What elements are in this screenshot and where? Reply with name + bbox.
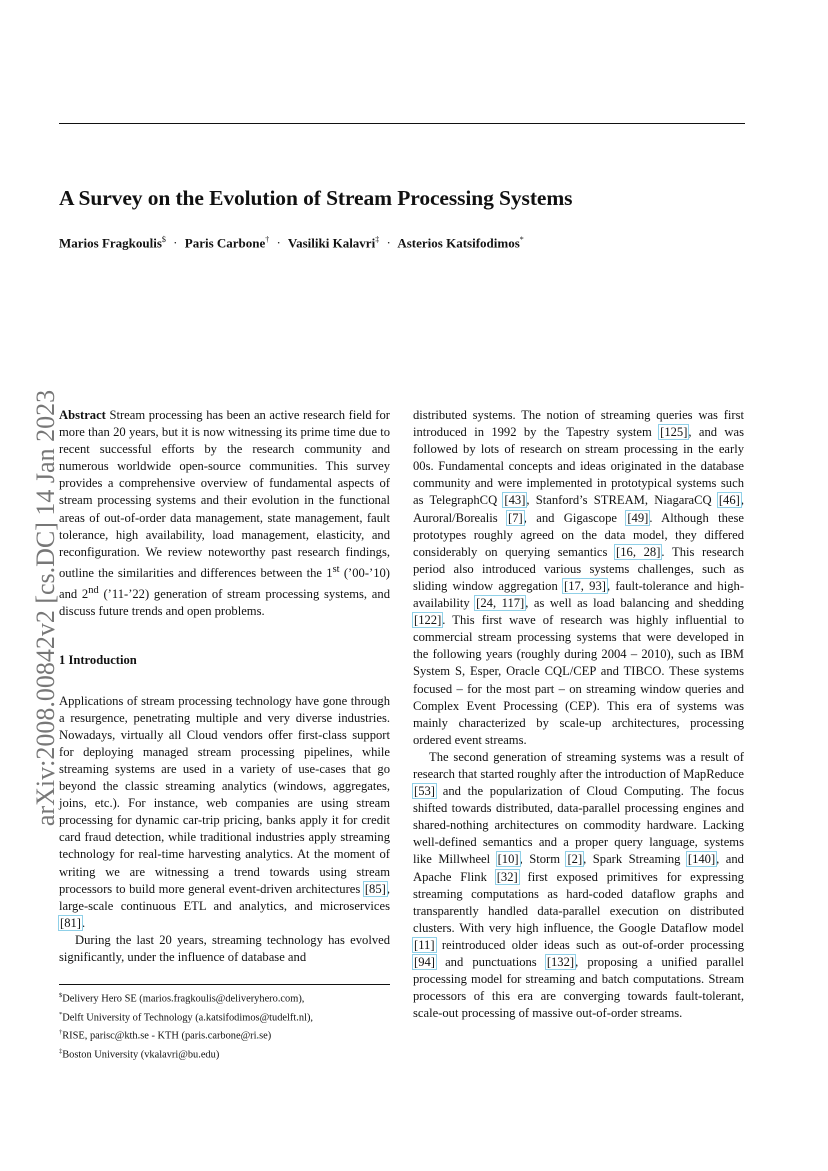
- paragraph-text: , Storm: [519, 852, 567, 867]
- citation-link[interactable]: [17, 93]: [564, 578, 606, 593]
- author-name: Marios Fragkoulis: [59, 235, 162, 251]
- paragraph-text: , large-scale continuous ETL and analytics, and microservices: [59, 881, 390, 913]
- abstract-text: (’11-’22) generation of stream processing systems, and discuss future trends and open problems.: [59, 587, 390, 619]
- intro-paragraph: During the last 20 years, streaming technology has evolved significantly, under the influence of database and: [59, 932, 390, 964]
- footnote-mark: ‡: [59, 1048, 63, 1056]
- paragraph-text: and the popularization of Cloud Computing. The focus shifted towards distributed, data-parallel processing engines and shared-nothing architectures on commodity hardware. Lacking well-defined semantics and a proper query language, systems like Millwheel: [413, 784, 744, 867]
- footnote-text: Boston University (vkalavri@bu.edu): [62, 1049, 220, 1061]
- abstract-text: Stream processing has been an active research field for more than 20 years, but it is now witnessing its prime time due to recent successful efforts by the research community and numerous worldwide open-source communities. This survey provides a comprehensive overview of fundamental aspects of stream processing systems and their evolution in the functional areas of out-of-order data management, state management, fault tolerance, high availability, load management, elasticity, and reconfiguration. We review noteworthy past research findings, outline the similarities and differences between the 1: [59, 408, 390, 581]
- intro-paragraph: [413, 407, 744, 749]
- section-heading-introduction: 1 Introduction: [59, 652, 137, 667]
- paragraph-text: , Spark Streaming: [583, 852, 687, 867]
- right-column: [413, 407, 744, 1022]
- superscript: st: [332, 563, 340, 575]
- paragraph-text: , proposing a unified parallel processing model for streaming and batch computations. Stream processors of this era are converging towards fault-tolerant, scale-out processing of massive out-of-order streams.: [413, 955, 744, 1021]
- footnote-rule: [59, 984, 390, 985]
- footnote: [59, 1025, 390, 1044]
- author-mark: †: [265, 235, 270, 244]
- citation-link[interactable]: [11]: [414, 937, 435, 952]
- footnote-mark: $: [59, 992, 63, 999]
- paragraph-text: The second generation of streaming systems was a result of research that started roughly after the introduction of MapReduce: [413, 749, 744, 781]
- paragraph-text: , Stanford’s STREAM, NiagaraCQ: [526, 493, 718, 508]
- paragraph-text: reintroduced older ideas such as out-of-order processing: [435, 937, 744, 952]
- citation-link[interactable]: [43]: [504, 493, 526, 508]
- author-name: Paris Carbone: [184, 235, 266, 251]
- citation-link[interactable]: [140]: [687, 852, 716, 867]
- footnote-text: Delivery Hero SE (marios.fragkoulis@deliveryhero.com),: [62, 993, 305, 1005]
- citation-link[interactable]: [16, 28]: [616, 544, 661, 559]
- footnote-mark: †: [59, 1029, 63, 1037]
- footnote: [59, 1007, 390, 1026]
- footnote: [59, 1044, 390, 1063]
- paragraph-text: . Although these prototypes roughly agreed on the data model, they differed considerably on querying semantics: [413, 510, 744, 559]
- citation-link[interactable]: [32]: [496, 869, 518, 884]
- footnote-text: Delft University of Technology (a.katsifodimos@tudelft.nl),: [62, 1012, 314, 1024]
- citation-link[interactable]: [94]: [414, 955, 435, 969]
- paper-title: A Survey on the Evolution of Stream Processing Systems: [59, 186, 573, 210]
- footnote: [59, 988, 390, 1007]
- paragraph-text: distributed systems. The notion of streaming queries was first introduced in 1992 by the Tapestry system: [413, 408, 744, 440]
- citation-link[interactable]: [132]: [546, 955, 575, 969]
- author-name: Vasiliki Kalavri: [287, 235, 376, 251]
- citation-link[interactable]: [7]: [508, 510, 523, 525]
- author-list: [59, 235, 759, 251]
- paragraph-text: first exposed primitives for expressing streaming computations as hard-coded dataflow graphs and transparently handled data-parallel execution on distributed clusters. With very high influence, the Google Dataflow model: [413, 869, 744, 935]
- citation-link[interactable]: [85]: [364, 881, 386, 896]
- paragraph-text: , and Apache Flink: [413, 852, 744, 884]
- citation-link[interactable]: [81]: [60, 915, 81, 930]
- abstract-label: Abstract: [59, 408, 106, 422]
- citation-link[interactable]: [125]: [660, 425, 688, 440]
- intro-paragraph: [59, 693, 390, 932]
- citation-link[interactable]: [24, 117]: [476, 596, 525, 611]
- abstract: [59, 407, 390, 621]
- footnotes: [59, 984, 390, 1063]
- paragraph-text: . This research period also introduced various systems challenges, such as sliding window aggregation: [413, 544, 745, 593]
- abstract-text: (’00-’10) and 2: [59, 566, 390, 602]
- author-name: Asterios Katsifodimos: [397, 235, 520, 251]
- citation-link[interactable]: [53]: [414, 784, 435, 799]
- paragraph-text: , fault-tolerance and high-availability: [413, 578, 745, 611]
- paragraph-text: , Auroral/Borealis: [413, 493, 744, 525]
- author-mark: *: [519, 235, 524, 244]
- author-separator: ·: [386, 235, 391, 251]
- author-separator: ·: [276, 235, 281, 251]
- paragraph-text: , as well as load balancing and shedding: [525, 596, 744, 611]
- citation-link[interactable]: [2]: [567, 852, 583, 867]
- footnote-mark: *: [59, 1010, 63, 1018]
- footnote-text: RISE, parisc@kth.se - KTH (paris.carbone@ri.se): [62, 1030, 272, 1042]
- author-separator: ·: [173, 235, 178, 251]
- intro-paragraph: [413, 749, 744, 1023]
- paragraph-text: .: [81, 915, 86, 930]
- paragraph-text: Applications of stream processing technology have gone through a resurgence, penetrating multiple and very diverse industries. Nowadays, virtually all Cloud vendors offer first-class support for deploying managed stream processing pipelines, while streaming systems are used in a variety of use-cases that go beyond the classic streaming analytics (windows, aggregates, joins, etc.). For instance, web companies are using stream processing for dynamic car-trip pricing, banks apply it for credit card fraud detection, while traditional industries apply streaming technology for real-time harvesting analytics. At the moment of writing we are witnessing a trend towards using stream processors to build more general event-driven architectures: [59, 693, 390, 896]
- paragraph-text: . This first wave of research was highly influential to commercial stream processing systems that were developed in the following years (roughly during 2004 – 2010), such as IBM System S, Esper, Oracle CQL/CEP and TIBCO. These systems focused – for the most part – on streaming window queries and Complex Event Processing (CEP). This era of systems was mainly characterized by scale-up architectures, processing ordered event streams.: [413, 613, 744, 747]
- left-column: [59, 407, 390, 966]
- author-mark: $: [161, 235, 166, 244]
- author-mark: ‡: [375, 235, 380, 244]
- top-rule: [59, 123, 745, 124]
- arxiv-identifier: arXiv:2008.00842v2 [cs.DC] 14 Jan 2023: [31, 389, 60, 827]
- citation-link[interactable]: [10]: [497, 852, 519, 867]
- paragraph-text: and punctuations: [435, 955, 546, 969]
- citation-link[interactable]: [122]: [414, 613, 442, 628]
- paragraph-text: , and was followed by lots of research on stream processing in the early 00s. Fundamental concepts and ideas originated in the database community and were implemented in prototypical systems such as TelegraphCQ: [413, 425, 744, 508]
- citation-link[interactable]: [49]: [627, 510, 649, 525]
- citation-link[interactable]: [46]: [718, 493, 740, 508]
- superscript: nd: [88, 585, 99, 597]
- paragraph-text: , and Gigascope: [523, 510, 627, 525]
